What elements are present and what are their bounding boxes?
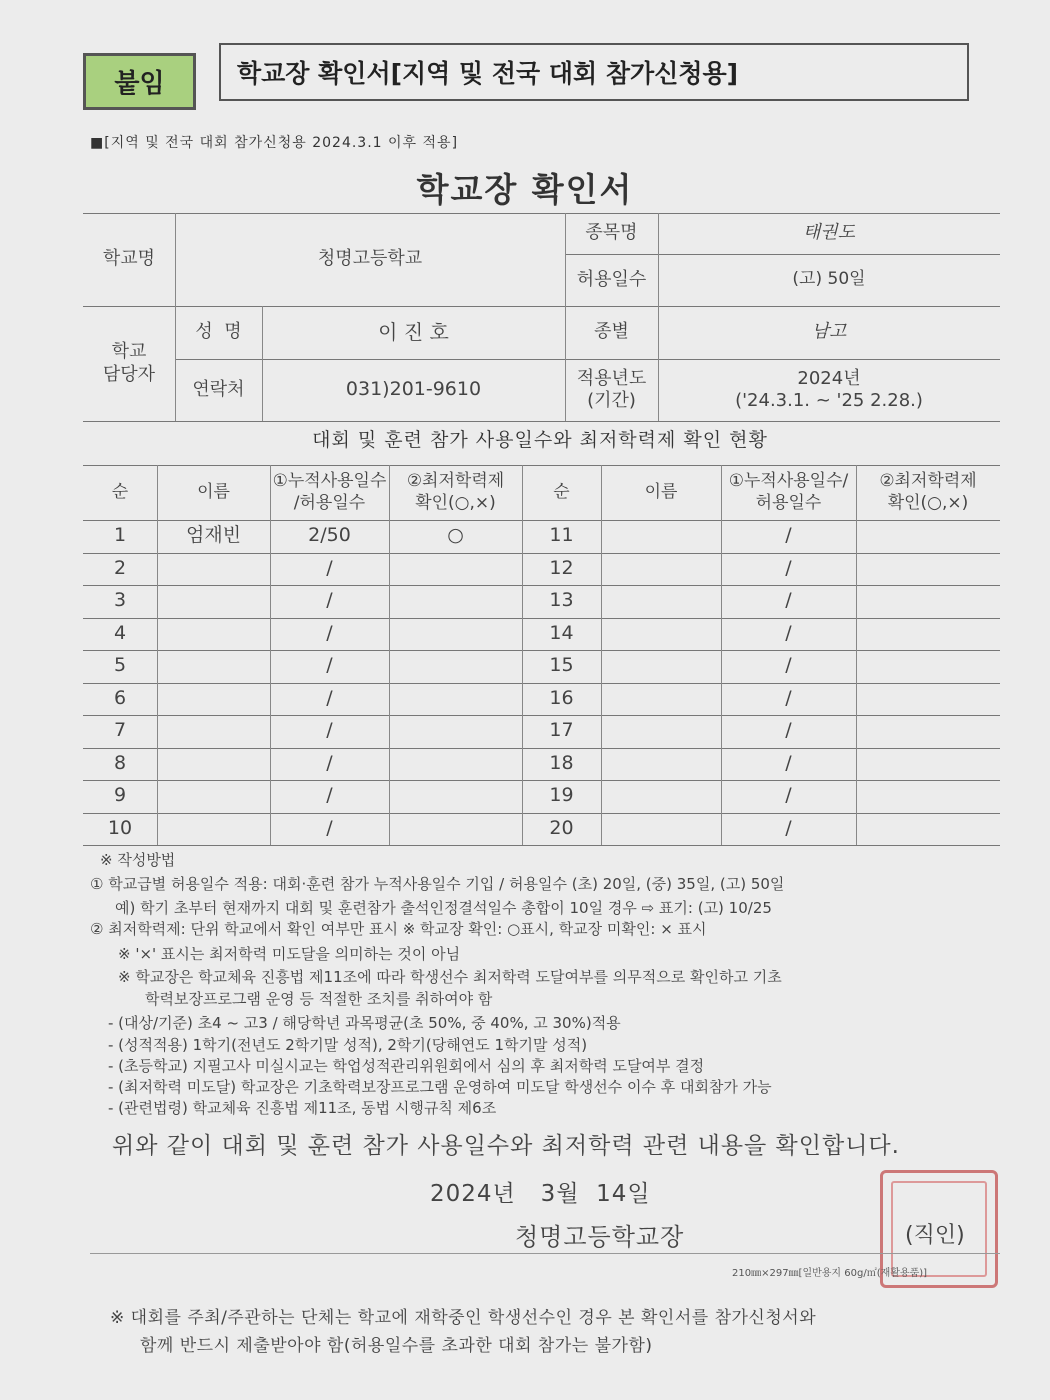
paper-size-note: 210㎜×297㎜[일반용지 60g/㎡(재활용품)] xyxy=(732,1268,928,1279)
row-no-2: 19 xyxy=(549,784,574,807)
note-line: 학력보장프로그램 운영 등 적절한 조치를 취하여야 함 xyxy=(145,990,493,1008)
manager-label: 학교 담당자 xyxy=(102,341,156,385)
note-line: - (성적적용) 1학기(전년도 2학기말 성적), 2학기(당해연도 1학기말 성적) xyxy=(108,1036,588,1054)
confirmation-statement: 위와 같이 대회 및 훈련 참가 사용일수와 최저학력 관련 내용을 확인합니다. xyxy=(112,1133,900,1159)
row-days-2: / xyxy=(785,556,792,579)
row-name-2 xyxy=(601,650,721,683)
row-no: 8 xyxy=(113,751,127,774)
row-check xyxy=(389,715,522,748)
row-name-2 xyxy=(601,683,721,716)
school-value: 청명고등학교 xyxy=(317,248,423,270)
allowed-days-label: 허용일수 xyxy=(576,268,647,290)
row-no: 2 xyxy=(113,556,127,579)
note-line: ① 학교급별 허용일수 적용: 대회·훈련 참가 누적사용일수 기입 / 허용일수 (초) 20일, (중) 35일, (고) 50일 xyxy=(90,875,785,893)
note-line: - (관련법령) 학교체육 진흥법 제11조, 동법 시행규칙 제6조 xyxy=(108,1099,497,1117)
row-name-2 xyxy=(601,780,721,813)
row-name-2 xyxy=(601,520,721,553)
row-name xyxy=(157,618,270,651)
issue-date: 2024년 3월 14일 xyxy=(430,1181,651,1207)
year-label: 적용년도 (기간) xyxy=(576,367,647,411)
note-line: - (최저학력 미도달) 학교장은 기초학력보장프로그램 운영하여 미도달 학생선수 이수 후 대회참가 가능 xyxy=(108,1078,772,1096)
row-check xyxy=(389,650,522,683)
row-days: 2/50 xyxy=(308,524,351,547)
category-label: 종별 xyxy=(594,321,629,343)
row-check xyxy=(389,618,522,651)
manager-name: 이 진 호 xyxy=(378,320,449,344)
note-line: ※ 학교장은 학교체육 진흥법 제11조에 따라 학생선수 최저학력 도달여부를 의무적으로 확인하고 기초 xyxy=(118,968,782,986)
row-name xyxy=(157,585,270,618)
row-check-2 xyxy=(856,683,1000,716)
row-check xyxy=(389,813,522,846)
row-check-2 xyxy=(856,585,1000,618)
row-days-2: / xyxy=(785,816,792,839)
row-name xyxy=(157,553,270,586)
school-label: 학교명 xyxy=(102,248,156,270)
row-name xyxy=(157,650,270,683)
row-days-2: / xyxy=(785,784,792,807)
row-name xyxy=(157,813,270,846)
header-no-2: 순 xyxy=(553,481,570,502)
row-check xyxy=(389,748,522,781)
note-line: ※ 작성방법 xyxy=(100,851,176,869)
row-check xyxy=(389,585,522,618)
header-check: ②최저학력제 확인(○,×) xyxy=(406,471,505,513)
row-no: 5 xyxy=(113,654,127,677)
row-name xyxy=(157,715,270,748)
header-check-2: ②최저학력제 확인(○,×) xyxy=(879,471,977,513)
row-days-2: / xyxy=(785,524,792,547)
row-days-2: / xyxy=(785,621,792,644)
signer-name: 청명고등학교장 xyxy=(515,1223,685,1251)
row-days: / xyxy=(326,556,333,579)
row-days-2: / xyxy=(785,654,792,677)
row-name xyxy=(157,780,270,813)
row-name-2 xyxy=(601,813,721,846)
row-name-2 xyxy=(601,553,721,586)
row-days: / xyxy=(326,686,333,709)
row-days-2: / xyxy=(785,686,792,709)
row-days: / xyxy=(326,784,333,807)
sport-value: 태권도 xyxy=(802,222,856,244)
year-value: 2024년 xyxy=(797,367,861,389)
year-cell xyxy=(658,359,1000,421)
row-check xyxy=(389,780,522,813)
row-days-2: / xyxy=(785,719,792,742)
row-check-2 xyxy=(856,715,1000,748)
row-check-2 xyxy=(856,813,1000,846)
row-check xyxy=(389,683,522,716)
row-no: 7 xyxy=(113,719,127,742)
attachment-tag: 붙임 xyxy=(83,53,196,110)
row-no-2: 16 xyxy=(549,686,574,709)
applicability-note: ■[지역 및 전국 대회 참가신청용 2024.3.1 이후 적용] xyxy=(90,135,459,151)
row-check-2 xyxy=(856,553,1000,586)
row-no: 6 xyxy=(113,686,127,709)
row-name-2 xyxy=(601,715,721,748)
row-no-2: 18 xyxy=(549,751,574,774)
footer-line-1: ※ 대회를 주최/주관하는 단체는 학교에 재학중인 학생선수인 경우 본 확인서를 참가신청서와 xyxy=(110,1308,817,1328)
row-days: / xyxy=(326,589,333,612)
header-name: 이름 xyxy=(197,481,230,502)
row-check-2 xyxy=(856,618,1000,651)
row-no: 3 xyxy=(113,589,127,612)
row-check xyxy=(389,553,522,586)
header-title: 학교장 확인서[지역 및 전국 대회 참가신청용] xyxy=(219,43,969,101)
row-check-2 xyxy=(856,780,1000,813)
row-name xyxy=(157,683,270,716)
row-check-2 xyxy=(856,748,1000,781)
note-line: 예) 학기 초부터 현재까지 대회 및 훈련참가 출석인정결석일수 총합이 10일 경우 ⇨ 표기: (고) 10/25 xyxy=(115,899,772,917)
seal-label: (직인) xyxy=(905,1223,965,1248)
footer-line-2: 함께 반드시 제출받아야 함(허용일수를 초과한 대회 참가는 불가함) xyxy=(140,1336,653,1356)
row-name: 엄재빈 xyxy=(185,524,242,547)
row-no: 9 xyxy=(113,784,127,807)
header-no: 순 xyxy=(111,481,129,502)
row-days: / xyxy=(326,654,333,677)
row-days: / xyxy=(326,719,333,742)
row-check-2 xyxy=(856,520,1000,553)
sport-label: 종목명 xyxy=(585,222,638,244)
row-name-2 xyxy=(601,585,721,618)
contact-value: 031)201-9610 xyxy=(345,378,482,401)
header-days: ①누적사용일수 /허용일수 xyxy=(272,471,387,513)
row-no-2: 17 xyxy=(549,719,574,742)
name-label: 성 명 xyxy=(195,321,242,343)
row-no-2: 14 xyxy=(549,621,574,644)
header-name-2: 이름 xyxy=(644,481,678,502)
row-name xyxy=(157,748,270,781)
category-value: 남고 xyxy=(811,321,847,343)
row-days: / xyxy=(326,621,333,644)
note-line: ② 최저학력제: 단위 학교에서 확인 여부만 표시 ※ 학교장 확인: ○표시, 학교장 미확인: × 표시 xyxy=(90,920,707,938)
row-no-2: 15 xyxy=(549,654,574,677)
contact-label: 연락처 xyxy=(192,378,245,400)
allowed-days-value: (고) 50일 xyxy=(792,269,866,290)
document-title: 학교장 확인서 xyxy=(416,170,634,209)
row-check: ○ xyxy=(447,524,464,547)
row-days-2: / xyxy=(785,751,792,774)
row-no: 10 xyxy=(107,816,133,839)
row-no-2: 13 xyxy=(549,589,574,612)
note-line: ※ '×' 표시는 최저학력 미도달을 의미하는 것이 아님 xyxy=(118,945,461,963)
row-no: 1 xyxy=(113,524,127,547)
row-no-2: 20 xyxy=(549,816,574,839)
row-no-2: 11 xyxy=(549,524,574,547)
row-days-2: / xyxy=(785,589,792,612)
row-days: / xyxy=(326,816,333,839)
period-value: ('24.3.1. ~ '25 2.28.) xyxy=(735,390,923,411)
row-days: / xyxy=(326,751,333,774)
row-no: 4 xyxy=(113,621,127,644)
row-check-2 xyxy=(856,650,1000,683)
row-name-2 xyxy=(601,748,721,781)
row-no-2: 12 xyxy=(549,556,574,579)
note-line: - (대상/기준) 초4 ~ 고3 / 해당학년 과목평균(초 50%, 중 40%, 고 30%)적용 xyxy=(108,1014,621,1032)
note-line: - (초등학교) 지필고사 미실시교는 학업성적관리위원회에서 심의 후 최저학력 도달여부 결정 xyxy=(108,1057,705,1075)
header-days-2: ①누적사용일수/ 허용일수 xyxy=(728,471,849,513)
section-title: 대회 및 훈련 참가 사용일수와 최저학력제 확인 현황 xyxy=(312,429,768,451)
row-name-2 xyxy=(601,618,721,651)
